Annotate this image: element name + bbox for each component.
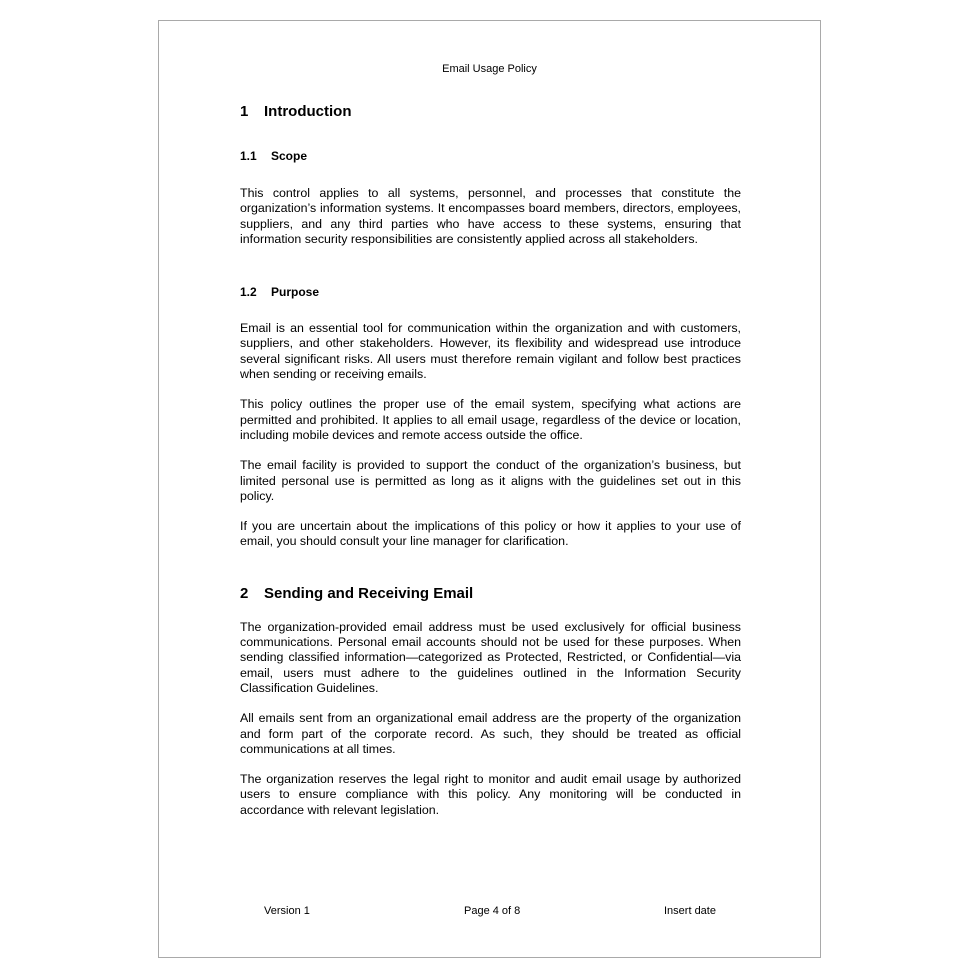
sending-paragraph-1: The organization-provided email address must be used exclusively for official business communications. Personal email accounts should not be used for these purposes. When sending classified information—categorized as Protected, Restricted, or Confidential—via email, users must adhere to the guidelines outlined in the Information Security Classification Guidelines. (240, 619, 741, 695)
purpose-paragraph-1: Email is an essential tool for communication within the organization and with customers, suppliers, and other stakeholders. However, its flexibility and widespread use introduce several significant risks. All users must therefore remain vigilant and follow best practices when sending or receiving emails. (240, 321, 741, 382)
purpose-paragraph-2: This policy outlines the proper use of the email system, specifying what actions are permitted and prohibited. It applies to all email usage, regardless of the device or location, including mobile devices and remote access outside the office. (240, 397, 741, 442)
footer-date: Insert date (664, 905, 716, 917)
heading-text: Scope (271, 149, 308, 163)
footer-page-number: Page 4 of 8 (464, 905, 521, 917)
scope-paragraph: This control applies to all systems, personnel, and processes that constitute the organization’s information systems. It encompasses board members, directors, employees, suppliers, and any third parties who have access to these systems, ensuring that information security responsibilities are consistently applied across all stakeholders. (240, 186, 741, 246)
heading-number: 1.1 (240, 149, 257, 163)
page-header: Email Usage Policy (442, 63, 537, 75)
heading-introduction (240, 103, 741, 121)
heading-number: 1 (240, 103, 249, 120)
purpose-paragraph-3: The email facility is provided to support the conduct of the organization’s business, but limited personal use is permitted as long as it aligns with the guidelines set out in this policy. (240, 458, 741, 503)
heading-number: 2 (240, 584, 249, 602)
heading-purpose (240, 285, 741, 300)
heading-number: 1.2 (240, 285, 257, 300)
page-body (240, 103, 741, 818)
purpose-paragraph-4: If you are uncertain about the implications of this policy or how it applies to your use of email, you should consult your line manager for clarification. (240, 519, 741, 549)
sending-paragraph-2: All emails sent from an organizational email address are the property of the organization and form part of the corporate record. As such, they should be treated as official communications at all times. (240, 711, 741, 756)
heading-text: Purpose (271, 285, 320, 300)
heading-sending-receiving (240, 585, 741, 603)
heading-text: Sending and Receiving Email (264, 584, 474, 602)
footer-version: Version 1 (264, 905, 310, 917)
sending-paragraph-3: The organization reserves the legal right to monitor and audit email usage by authorized users to ensure compliance with this policy. Any monitoring will be conducted in accordance with relevant legislation. (240, 772, 741, 817)
document-page (158, 20, 821, 958)
heading-scope (240, 149, 741, 164)
heading-text: Introduction (264, 103, 352, 120)
